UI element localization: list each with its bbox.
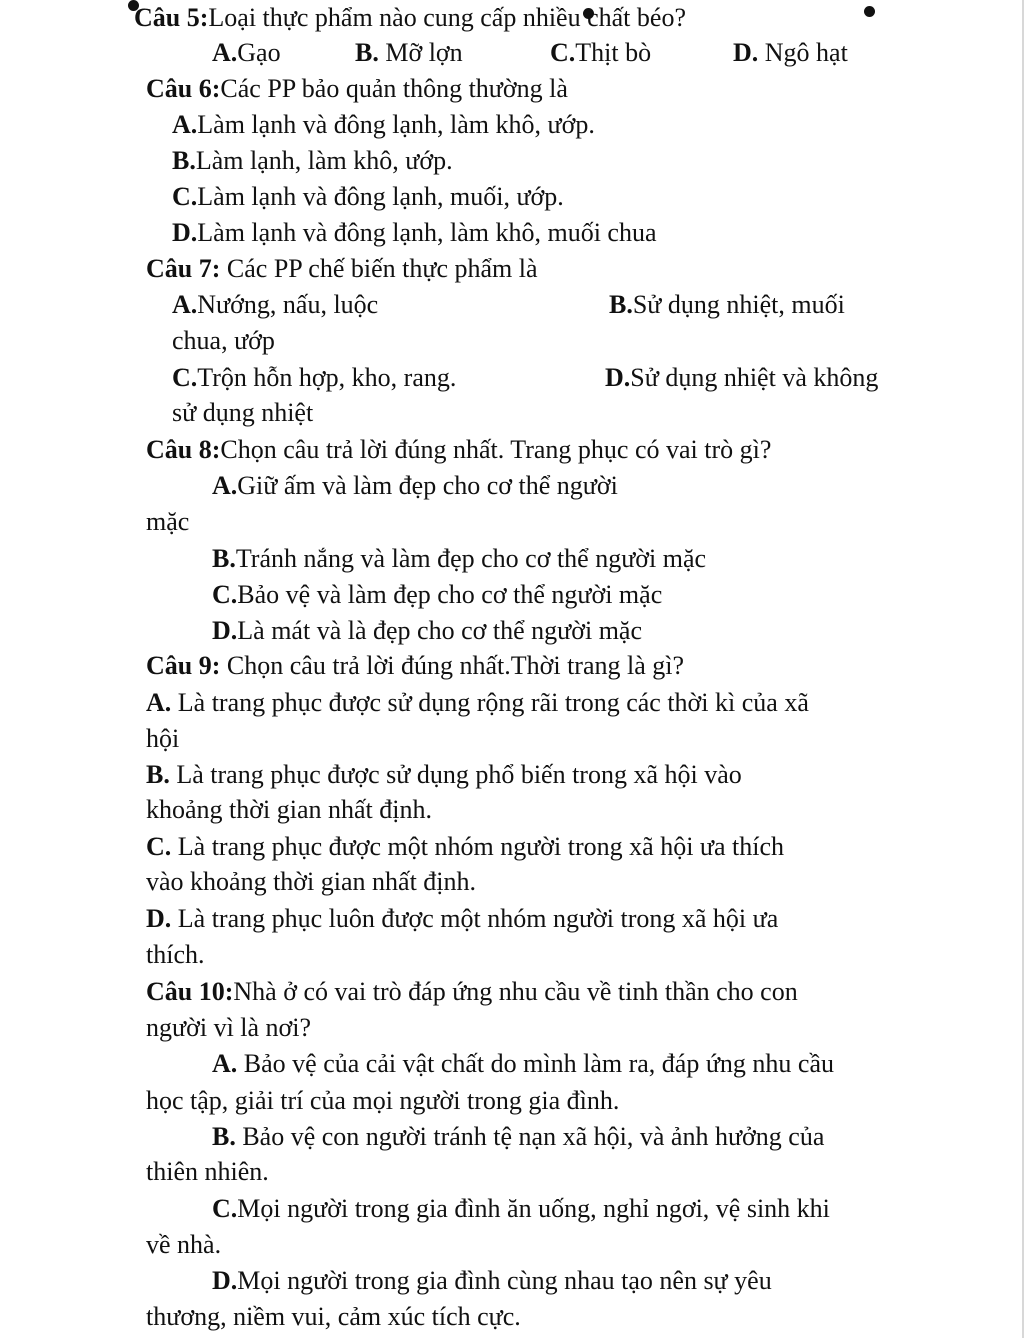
answer-9b-cont [146,794,432,826]
answer-text: vào khoảng thời gian nhất định. [146,867,477,896]
answer-8b [212,543,706,575]
answer-key: B. [172,146,196,175]
answer-7b-cont [172,325,275,357]
answer-6d [172,217,657,249]
answer-text: chua, ướp [172,326,275,355]
answer-10a-cont [146,1085,619,1117]
answer-text: Trộn hỗn hợp, kho, rang. [197,363,457,392]
answer-text: học tập, giải trí của mọi người trong gia đình. [146,1086,620,1115]
answer-6a [172,109,595,141]
answer-10a [212,1048,834,1080]
answer-9a [146,687,809,719]
question-10 [146,976,798,1008]
question-8 [146,434,771,466]
answer-key: D. [212,616,238,645]
answer-text: mặc [146,507,190,536]
answer-text: Mọi người trong gia đình ăn uống, nghỉ ngơi, vệ sinh khi [237,1194,830,1223]
question-9 [146,650,684,682]
question-text: Nhà ở có vai trò đáp ứng nhu cầu về tinh thần cho con [233,977,798,1006]
answer-key: C. [212,580,238,609]
answer-text: thích. [146,940,205,969]
answer-key: C. [172,363,198,392]
question-label: Câu 8: [146,435,221,464]
answer-6c [172,181,564,213]
answer-5d [733,37,848,69]
answer-10d-cont [146,1301,521,1333]
answer-text: Gạo [237,38,281,67]
answer-5a [212,37,281,69]
question-text: Loại thực phẩm nào cung cấp nhiều chất béo? [208,3,686,32]
answer-7b [609,289,845,321]
answer-9c [146,831,784,863]
answer-9c-cont [146,866,476,898]
answer-text: Nướng, nấu, luộc [197,290,379,319]
question-label: Câu 5: [134,3,209,32]
question-6 [146,73,568,105]
question-label: Câu 6: [146,74,221,103]
answer-key: D. [146,904,172,933]
answer-10b-cont [146,1156,269,1188]
answer-key: D. [733,38,759,67]
answer-text: Làm lạnh và đông lạnh, muối, ướp. [197,182,564,211]
answer-text: Là mát và là đẹp cho cơ thể người mặc [237,616,642,645]
answer-text: Tránh nắng và làm đẹp cho cơ thể người mặc [235,544,707,573]
question-text: Chọn câu trả lời đúng nhất.Thời trang là gì? [220,651,685,680]
question-text: Các PP bảo quản thông thường là [220,74,568,103]
answer-text: Là trang phục được sử dụng rộng rãi trong các thời kì của xã [171,688,809,717]
answer-key: A. [172,290,198,319]
answer-7d-cont [172,397,313,429]
answer-text: Thịt bò [575,38,652,67]
answer-key: C. [212,1194,238,1223]
question-label: Câu 9: [146,651,221,680]
answer-key: A. [212,471,238,500]
answer-text: Giữ ấm và làm đẹp cho cơ thể người [237,471,618,500]
question-10-cont [146,1012,311,1044]
answer-5b [355,37,463,69]
answer-key: B. [609,290,633,319]
answer-9b [146,759,742,791]
answer-8a-cont [146,506,189,538]
question-text: người vì là nơi? [146,1013,312,1042]
question-label: Câu 10: [146,977,234,1006]
answer-8c [212,579,662,611]
answer-key: B. [146,760,170,789]
answer-key: A. [212,1049,238,1078]
answer-key: B. [212,1122,236,1151]
answer-10d [212,1265,772,1297]
answer-text: Là trang phục được một nhóm người trong xã hội ưa thích [171,832,785,861]
answer-text: Ngô hạt [758,38,848,67]
answer-8a [212,470,618,502]
question-text: Các PP chế biến thực phẩm là [220,254,538,283]
answer-text: Sử dụng nhiệt, muối [632,290,845,319]
answer-key: C. [550,38,576,67]
answer-6b [172,145,453,177]
answer-text: Mọi người trong gia đình cùng nhau tạo nên sự yêu [237,1266,772,1295]
question-text: Chọn câu trả lời đúng nhất. Trang phục có vai trò gì? [220,435,772,464]
answer-text: Bảo vệ con người tránh tệ nạn xã hội, và ảnh hưởng của [235,1122,825,1151]
answer-text: Là trang phục luôn được một nhóm người trong xã hội ưa [171,904,779,933]
answer-key: C. [146,832,172,861]
answer-text: Sử dụng nhiệt và không [630,363,879,392]
answer-text: thương, niềm vui, cảm xúc tích cực. [146,1302,521,1331]
answer-key: D. [172,218,198,247]
answer-10b [212,1121,824,1153]
answer-9d-cont [146,939,205,971]
answer-key: B. [355,38,379,67]
question-7 [146,253,538,285]
answer-7c [172,362,456,394]
question-label: Câu 7: [146,254,221,283]
answer-text: thiên nhiên. [146,1157,269,1186]
answer-key: A. [146,688,172,717]
answer-7d [605,362,878,394]
answer-key: D. [212,1266,238,1295]
answer-9a-cont [146,723,179,755]
answer-key: A. [172,110,198,139]
answer-text: khoảng thời gian nhất định. [146,795,432,824]
decorative-dot [864,6,875,17]
answer-key: C. [172,182,198,211]
answer-10c-cont [146,1229,221,1261]
answer-5c [550,37,651,69]
answer-key: B. [212,544,236,573]
answer-8d [212,615,642,647]
answer-text: Bảo vệ và làm đẹp cho cơ thể người mặc [237,580,663,609]
answer-key: D. [605,363,631,392]
answer-key: A. [212,38,238,67]
answer-text: về nhà. [146,1230,222,1259]
answer-text: Mỡ lợn [378,38,463,67]
answer-text: Bảo vệ của cải vật chất do mình làm ra, đáp ứng nhu cầu [237,1049,834,1078]
answer-10c [212,1193,830,1225]
answer-text: Làm lạnh và đông lạnh, làm khô, muối chua [197,218,657,247]
answer-9d [146,903,778,935]
answer-text: Là trang phục được sử dụng phổ biến trong xã hội vào [169,760,742,789]
answer-text: hội [146,724,180,753]
answer-7a [172,289,378,321]
answer-text: sử dụng nhiệt [172,398,314,427]
question-5 [134,2,686,34]
answer-text: Làm lạnh và đông lạnh, làm khô, ướp. [197,110,595,139]
answer-text: Làm lạnh, làm khô, ướp. [195,146,453,175]
